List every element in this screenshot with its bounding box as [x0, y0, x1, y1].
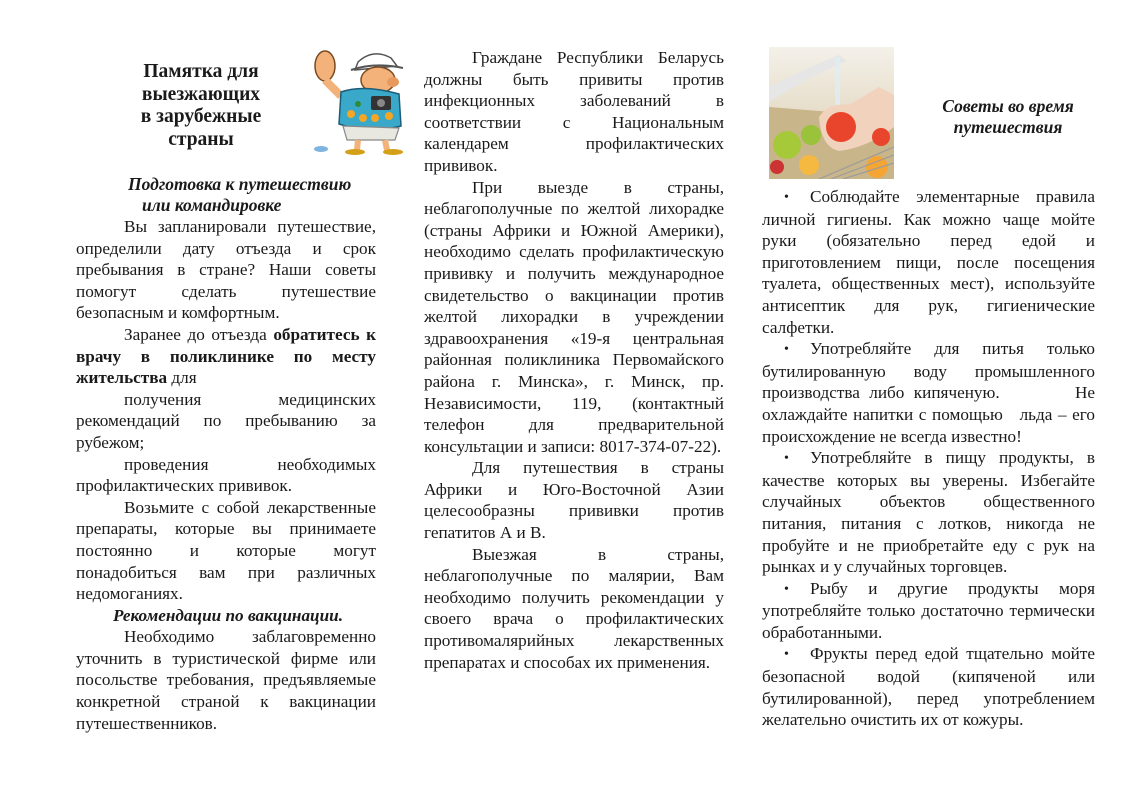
paragraph-malaria: Выезжая в страны, неблагополучные по малярии, Вам необходимо получить рекомендации у своего врача о профилактических противомалярийных лекарственных препаратах и способах их применения. — [424, 544, 724, 672]
brochure-title: Памятка для выезжающих в зарубежные страны — [140, 61, 262, 150]
section-heading-preparation: Подготовка к путешествию или командировке — [128, 174, 352, 215]
paragraph: Возьмите с собой лекарственные препараты, которые вы принимаете постоянно и которые могут понадобиться вам при различных недомоганиях. — [76, 497, 376, 604]
tourist-cartoon-image — [303, 44, 428, 156]
bullet-icon: • — [784, 647, 789, 663]
section-heading-vaccination: Рекомендации по вакцинации. — [112, 605, 344, 625]
paragraph: получения медицинских рекомендаций по пребыванию за рубежом; — [76, 389, 376, 452]
tip-list-item: • Фрукты перед едой тщательно мойте безопасной водой (кипяченой или бутилированной), перед употреблением желательно очистить их от кожуры. — [762, 644, 1095, 730]
paragraph: проведения необходимых профилактических прививок. — [76, 454, 376, 496]
paragraph: Граждане Республики Беларусь должны быть привиты против инфекционных заболеваний в соответствии с Национальным календарем профилактических прививок. — [424, 48, 724, 175]
tip-list-item: • Рыбу и другие продукты моря употребляйте только достаточно термически обработанными. — [762, 578, 1095, 642]
bullet-icon: • — [784, 190, 789, 205]
section-heading-travel-tips: Советы во время путешествия — [942, 96, 1074, 137]
bullet-icon: • — [784, 342, 789, 358]
paragraph: Вы запланировали путешествие, определили дату отъезда и срок пребывания в стране? Наши советы помогут сделать путешествие безопасным и комфортным. — [76, 217, 376, 323]
bullet-icon: • — [784, 581, 789, 597]
tip-list-item: • Употребляйте в пищу продукты, в качестве которых вы уверены. Избегайте случайных объектов общественного питания, питания с лотков, никогда не пробуйте и не приобретайте еду с рук на рынках и у случайных торговцев. — [762, 448, 1095, 577]
tip-list-item: • Употребляйте для питья только бутилированную воду промышленного производства либо кипяченую. Не охлаждайте напитки с помощью льда – его происхождение не всегда известно! — [762, 339, 1100, 446]
paragraph: Для путешествия в страны Африки и Юго-Восточной Азии целесообразны прививки против гепатитов А и В. — [424, 458, 724, 543]
paragraph-doctor: Заранее до отъезда обратитесь к врачу в поликлинике по месту жительства для — [76, 324, 376, 388]
paragraph-yellow-fever: При выезде в страны, неблагополучные по желтой лихорадке (страны Африки и Южной Америки), необходимо сделать профилактическую прививку и получить международное свидетельство о вакцинации против желтой лихорадки в учреждении здравоохранения «19-я центральная районная поликлиника Первомайского района г. Минска», г. Минск, пр. Независимости, 119, (контактный телефон для предварительной консультации и записи: 8017-374-07-22). — [424, 177, 724, 456]
bullet-icon: • — [784, 451, 789, 467]
washing-fruit-photo — [769, 47, 894, 179]
middle-column — [424, 47, 724, 673]
tip-list-item: • Соблюдайте элементарные правила личной гигиены. Как можно чаще мойте руки (обязательно перед едой и приготовлением пищи, после посещения туалета, общественных мест), используйте антисептик для рук, гигиенические салфетки. — [762, 187, 1095, 337]
paragraph: Необходимо заблаговременно уточнить в туристической фирме или посольстве требования, предъявляемые конкретной страной к вакцинации путешественников. — [76, 627, 376, 733]
